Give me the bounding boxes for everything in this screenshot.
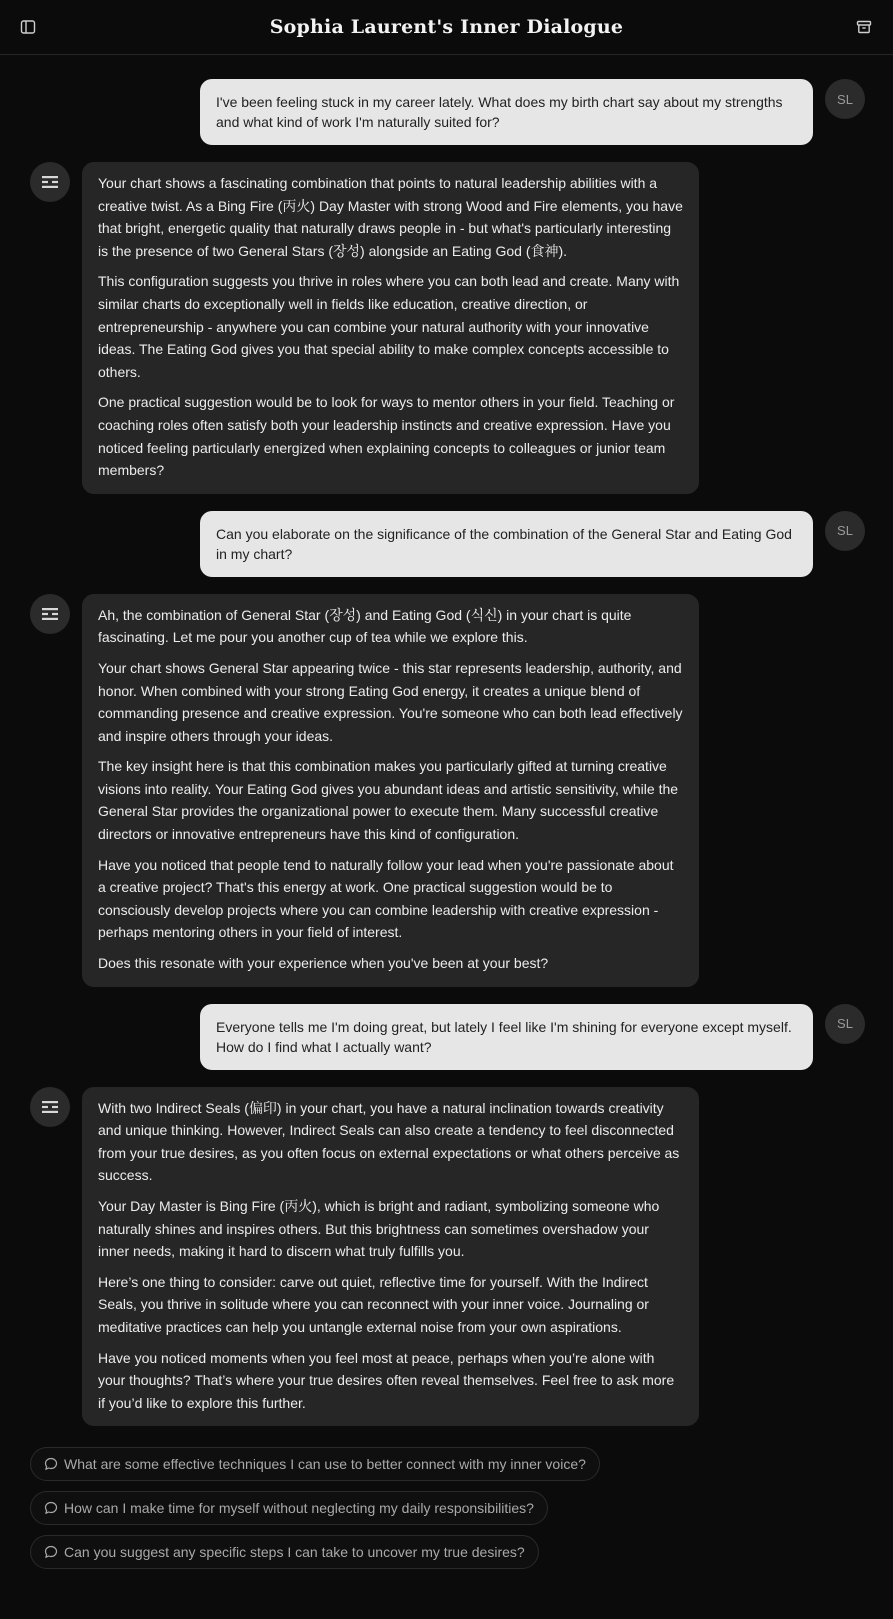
message-paragraph: The key insight here is that this combination makes you particularly gifted at turning creative visions into reality. Your Eating God gives you abundant ideas and artistic sensitivity, while the General Star provides the organizational power to execute them. Many successful creative directors or innovative entrepreneurs have this kind of configuration. — [98, 758, 679, 843]
message-paragraph: With two Indirect Seals (偏印) in your chart, you have a natural inclination towards creativity and unique thinking. However, Indirect Seals can also create a tendency to feel disconnected from your true desires, as you often focus on external expectations or what others perceive as success. — [98, 1099, 680, 1184]
suggestion-chip[interactable] — [30, 1491, 548, 1525]
assistant-message-bubble — [82, 1087, 699, 1427]
suggestion-text: What are some effective techniques I can use to better connect with my inner voice? — [64, 1456, 586, 1473]
assistant-logo-icon — [41, 607, 59, 621]
user-avatar: SL — [825, 1004, 865, 1044]
suggestion-chip[interactable] — [30, 1535, 539, 1569]
assistant-message — [0, 162, 893, 494]
assistant-message-bubble — [82, 594, 699, 987]
user-message-bubble: I've been feeling stuck in my career lately. What does my birth chart say about my strengths and what kind of work I'm naturally suited for? — [200, 79, 813, 145]
chat-bubble-icon — [44, 1501, 58, 1515]
assistant-message — [0, 594, 893, 987]
assistant-logo-icon — [41, 1100, 59, 1114]
message-paragraph: Your Day Master is Bing Fire (丙火), which is bright and radiant, symbolizing someone who naturally shines and inspires others. But this brightness can sometimes overshadow your inner needs, making it hard to discern what truly fulfills you. — [98, 1198, 660, 1260]
message-paragraph: Your chart shows a fascinating combination that points to natural leadership abilities with a creative twist. As a Bing Fire (丙火) Day Master with strong Wood and Fire elements, you have that bright, energetic quality that naturally draws people in - but what's particularly interesting is the presence of two General Stars (장성) alongside an Eating God (食神). — [98, 175, 683, 259]
message-paragraph: One practical suggestion would be to look for ways to mentor others in your field. Teaching or coaching roles often satisfy both your leadership instincts and creative expression. Have you noticed feeling particularly energized when explaining concepts to colleagues or junior team members? — [98, 394, 675, 479]
message-paragraph: Your chart shows General Star appearing twice - this star represents leadership, authority, and honor. When combined with your strong Eating God energy, it creates a unique blend of commanding presence and creative expression. You're someone who can both lead effectively and inspire others through your ideas. — [98, 659, 683, 744]
assistant-avatar — [30, 162, 70, 202]
chat-thread — [0, 55, 893, 1579]
app-header — [0, 0, 893, 55]
assistant-avatar — [30, 594, 70, 634]
assistant-message — [0, 1087, 893, 1427]
user-message — [0, 1004, 893, 1070]
archive-icon — [856, 19, 872, 35]
suggestion-text: How can I make time for myself without neglecting my daily responsibilities? — [64, 1500, 534, 1517]
message-paragraph: Ah, the combination of General Star (장성) and Eating God (식신) in your chart is quite fascinating. Let me pour you another cup of tea while we explore this. — [98, 606, 632, 646]
message-paragraph: Does this resonate with your experience when you've been at your best? — [98, 955, 549, 972]
assistant-logo-icon — [41, 175, 59, 189]
suggested-questions — [0, 1443, 893, 1579]
user-avatar: SL — [825, 79, 865, 119]
sidebar-toggle-button[interactable] — [14, 14, 42, 40]
message-paragraph: This configuration suggests you thrive in roles where you can both lead and create. Many with similar charts do exceptionally well in fields like education, creative direction, or entrepreneurship - anywhere you can combine your natural authority with your innovative ideas. The Eating God gives you that special ability to make complex concepts accessible to others. — [98, 273, 680, 380]
page-title: Sophia Laurent's Inner Dialogue — [269, 16, 624, 38]
archive-button[interactable] — [850, 14, 878, 40]
user-message — [0, 79, 893, 145]
assistant-avatar — [30, 1087, 70, 1127]
message-paragraph: Have you noticed that people tend to naturally follow your lead when you're passionate about a creative project? That's this energy at work. One practical suggestion would be to consciously develop projects where you can combine leadership with creative expression - perhaps mentoring others in your field of interest. — [98, 856, 674, 941]
user-avatar: SL — [825, 511, 865, 551]
user-message-bubble: Can you elaborate on the significance of the combination of the General Star and Eating God in my chart? — [200, 511, 813, 577]
assistant-message-bubble — [82, 162, 699, 494]
suggestion-text: Can you suggest any specific steps I can take to uncover my true desires? — [64, 1544, 525, 1561]
message-paragraph: Have you noticed moments when you feel most at peace, perhaps when you’re alone with your thoughts? That’s where your true desires often reveal themselves. Feel free to ask more if you’d like to explore this further. — [98, 1349, 675, 1411]
user-message — [0, 511, 893, 577]
chat-bubble-icon — [44, 1545, 58, 1559]
user-message-bubble: Everyone tells me I'm doing great, but lately I feel like I'm shining for everyone except myself. How do I find what I actually want? — [200, 1004, 813, 1070]
message-paragraph: Here’s one thing to consider: carve out quiet, reflective time for yourself. With the Indirect Seals, you thrive in solitude where you can reconnect with your inner voice. Journaling or meditative practices can help you untangle external noise from your own aspirations. — [98, 1273, 649, 1335]
sidebar-toggle-icon — [20, 19, 36, 35]
chat-bubble-icon — [44, 1457, 58, 1471]
suggestion-chip[interactable] — [30, 1447, 600, 1481]
